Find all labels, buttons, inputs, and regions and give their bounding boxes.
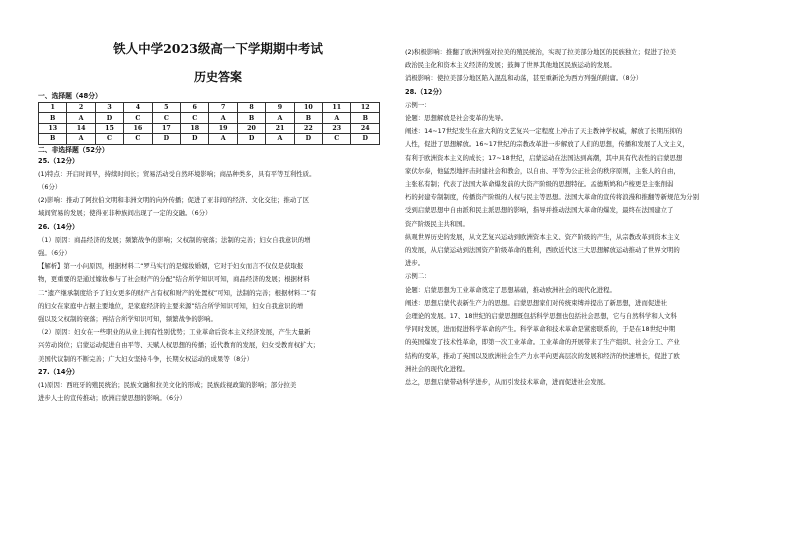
answer-cell: C	[181, 113, 209, 123]
nonchoice-section-heading: 二、非选择题（52分）	[38, 145, 109, 154]
answer-cell: A	[67, 113, 95, 123]
question-number-cell: 23	[323, 123, 351, 133]
q28-heading: 28.（12分）	[405, 87, 446, 96]
answer-line: (1)原因：西班牙的殖民统治；民族文融和拉美文化的形成；民族歧视政策的影响；部分拉美	[38, 381, 297, 390]
answer-line: 兴劳动岗位；启蒙运动促进自由平等、天赋人权思想的传播；近代教育的发展，妇女受教育权扩大；	[38, 341, 320, 350]
question-number-cell: 15	[95, 123, 123, 133]
answer-cell: D	[294, 134, 322, 144]
answer-line: 消极影响：使拉美部分地区陷入混乱和动荡，甚至重新沦为西方列强的附庸。（8分）	[405, 74, 643, 83]
q27-part2-answer	[405, 46, 757, 86]
answer-line: 家伏尔泰，他猛烈地抨击封建社会和教会，以自由、平等为公正社会的秩序原则，主张人的自由，	[405, 166, 680, 175]
question-number-cell: 9	[266, 103, 294, 113]
question-number-cell: 14	[67, 123, 95, 133]
answer-line: 美国代议制的不断完善；广大妇女坚持斗争，长期女权运动的成果等（8分）	[38, 354, 253, 363]
question-number-cell: 12	[351, 103, 380, 113]
left-column	[38, 40, 398, 405]
answer-line: 进步。	[405, 259, 425, 268]
answer-line: 会理论的发展。17、18世纪的启蒙思想既包括科学思想也包括社会思想，它与自然科学和人文科	[405, 312, 677, 321]
answer-cell: A	[266, 134, 294, 144]
answer-cell: B	[39, 134, 67, 144]
answer-line: (2)积极影响：推翻了欧洲列强对拉美的殖民统治，实现了拉美部分地区的民族独立；促进了拉美	[405, 48, 677, 56]
answer-line: 受到启蒙思想中自由派和民主派思想的影响，指导并推动法国大革命的爆发，最终在法国建立了	[405, 206, 674, 215]
choice-section-heading: 一、选择题（48分）	[38, 92, 102, 100]
answer-line: 强。（6分）	[38, 248, 71, 257]
answer-line: （1）原因：商品经济的发展；频繁战争的影响；父权制的衰落；法制的完善；妇女自我意识的增	[38, 235, 311, 244]
answer-cell: A	[209, 113, 237, 123]
answer-cell: C	[95, 134, 123, 144]
answer-cell: B	[294, 113, 322, 123]
answer-cell: C	[124, 113, 152, 123]
answer-cell: C	[323, 134, 351, 144]
question-number-cell: 24	[351, 123, 380, 133]
answer-line: 物，更重要的是通过嫁妆参与了社会财产的分配”结合所学知识可知，商品经济的发展；根据材料	[38, 275, 310, 284]
answer-cell: A	[67, 134, 95, 144]
answer-line: 示例二：	[405, 272, 431, 281]
question-number-row	[39, 123, 380, 133]
answer-cell: C	[152, 113, 180, 123]
answer-cell: A	[209, 134, 237, 144]
answer-line: 学同时发展，进而促进科学革命的产生。科学革命和技术革命是紧密联系的，于是在18世纪中期	[405, 325, 676, 334]
answer-line: 论题：思想解放是社会变革的先导。	[405, 114, 508, 123]
answer-cell: B	[351, 113, 380, 123]
question-number-cell: 4	[124, 103, 152, 113]
question-number-cell: 13	[39, 123, 67, 133]
answer-line: 二“遗产继承制度给予了妇女更多的财产占有权和财产的处置权”可知，法制的完善；根据材料二“有	[38, 288, 317, 297]
answer-cell: D	[181, 134, 209, 144]
answer-line: 政治民主化和资本主义经济的发展；鼓舞了世界其他地区民族运动的发展。	[405, 61, 616, 70]
answer-line: 的英国爆发了技术性革命，即第一次工业革命。工业革命的开展带来了生产组织、社会分工、产业	[405, 338, 680, 347]
q27-heading: 27.（14分）	[38, 367, 79, 376]
answer-cell: D	[351, 134, 380, 144]
answer-line: 洲社会的现代化进程。	[405, 364, 469, 373]
q27-answer	[38, 379, 398, 405]
answer-line: 总之，思想启蒙带动科学进步，从而引发技术革命，进而促进社会发展。	[405, 378, 610, 387]
question-number-cell: 1	[39, 103, 67, 113]
answer-line: （6分）	[38, 182, 62, 191]
answer-line: 朽的封建专制制度，传播资产阶级的人权与民主等思想。法国大革命的宣传将浪漫和推翻等新规范为分别	[405, 193, 699, 202]
answer-line: 的妇女在家庭中占据主要地位，是家庭经济的主要来源”结合所学知识可知，妇女自我意识的增	[38, 301, 304, 310]
q25-heading: 25.（12分）	[38, 156, 79, 165]
answer-line: 进步人士的宣传推动；欧洲启蒙思想的影响。（6分）	[38, 394, 186, 403]
answer-cell: A	[266, 113, 294, 123]
answer-line: (2)影响：推动了阿拉伯文明和非洲文明的向外传播；促进了亚非间的经济、文化交往；推动了区	[38, 196, 310, 205]
q25-answer	[38, 168, 398, 221]
answer-line: 有利于欧洲资本主义的成长；17~18世纪，启蒙运动在法国达到高潮，其中具有代表性的启蒙思想	[405, 153, 683, 162]
answer-cell: C	[124, 134, 152, 144]
answer-cell: B	[39, 113, 67, 123]
answer-line: 人性，促进了思想解放。16~17世纪的宗教改革进一步解放了人们的思想，传播和发展了人文主义，	[405, 140, 689, 149]
q26-answer	[38, 234, 398, 366]
answer-line: 论题：启蒙思想为工业革命奠定了思想基础，推动欧洲社会的现代化进程。	[405, 285, 616, 294]
answer-line: 【解析】第一小问原因，根据材料二“罗马实行的是嫁妆婚姻，它对于妇女而言不仅仅是获取报	[38, 262, 304, 271]
question-number-cell: 21	[266, 123, 294, 133]
answer-line: 的发展，从启蒙运动到法国资产阶级革命的胜利，西欧近代这三大思想解放运动推动了世界文明的	[405, 246, 680, 255]
answer-key-row	[39, 134, 380, 144]
question-number-cell: 17	[152, 123, 180, 133]
question-number-cell: 2	[67, 103, 95, 113]
question-number-cell: 11	[323, 103, 351, 113]
question-number-cell: 5	[152, 103, 180, 113]
answer-line: (1)特点：开启时间早，持续时间长；贸易活动受自然环境影响；商品种类多，具有平等互利性质。	[38, 169, 316, 178]
answer-subtitle: 历史答案	[193, 70, 242, 84]
answer-line: 资产阶级民主共和国。	[405, 219, 469, 228]
question-number-cell: 10	[294, 103, 322, 113]
answer-cell: D	[152, 134, 180, 144]
question-number-cell: 18	[181, 123, 209, 133]
answer-line: 主张私有制；代表了法国大革命爆发前的大资产阶级的思想特征。孟德斯鸠和卢梭更是主张削弱	[405, 180, 674, 189]
answer-line: 阐述：14~17世纪发生在意大利的文艺复兴一定程度上冲击了天主教神学权威，解放了长期压抑的	[405, 127, 683, 136]
question-number-cell: 16	[124, 123, 152, 133]
question-number-cell: 6	[181, 103, 209, 113]
question-number-cell: 22	[294, 123, 322, 133]
right-column	[405, 46, 757, 389]
question-number-cell: 3	[95, 103, 123, 113]
answer-line: 纵观世界历史的发展，从文艺复兴运动到欧洲资本主义、资产阶级的产生，从宗教改革到资本主义	[405, 232, 680, 241]
answer-line: 强以及父权制的衰落；再结合所学知识可知，频繁战争的影响。	[38, 315, 217, 323]
q26-heading: 26.（14分）	[38, 222, 79, 231]
answer-key-row	[39, 113, 380, 123]
answer-cell: B	[237, 113, 265, 123]
answer-cell: D	[237, 134, 265, 144]
answer-line: 结构的变革，推动了英国以及欧洲社会生产力水平向更高层次的发展和经济的快速增长，促进了欧	[405, 351, 680, 360]
q28-answer	[405, 99, 757, 389]
question-number-cell: 8	[237, 103, 265, 113]
question-number-row	[39, 103, 380, 113]
question-number-cell: 20	[237, 123, 265, 133]
answer-line: 示例一：	[405, 100, 431, 109]
question-number-cell: 7	[209, 103, 237, 113]
answer-line: （2）原因：妇女在一些职业的从业上拥有性别优势；工业革命后资本主义经济发展，产生大量新	[38, 328, 311, 337]
question-number-cell: 19	[209, 123, 237, 133]
choice-answer-table	[38, 102, 380, 145]
exam-title: 铁人中学2023级高一下学期期中考试	[113, 41, 323, 56]
answer-cell: A	[323, 113, 351, 123]
answer-line: 域间贸易的发展；使得亚非种族间出现了一定的交融。（6分）	[38, 209, 212, 218]
answer-line: 阐述：思想启蒙代表新生产力的思想。启蒙思想家们对传统束缚并提出了新思想，进而促进社	[405, 298, 668, 307]
answer-cell: D	[95, 113, 123, 123]
